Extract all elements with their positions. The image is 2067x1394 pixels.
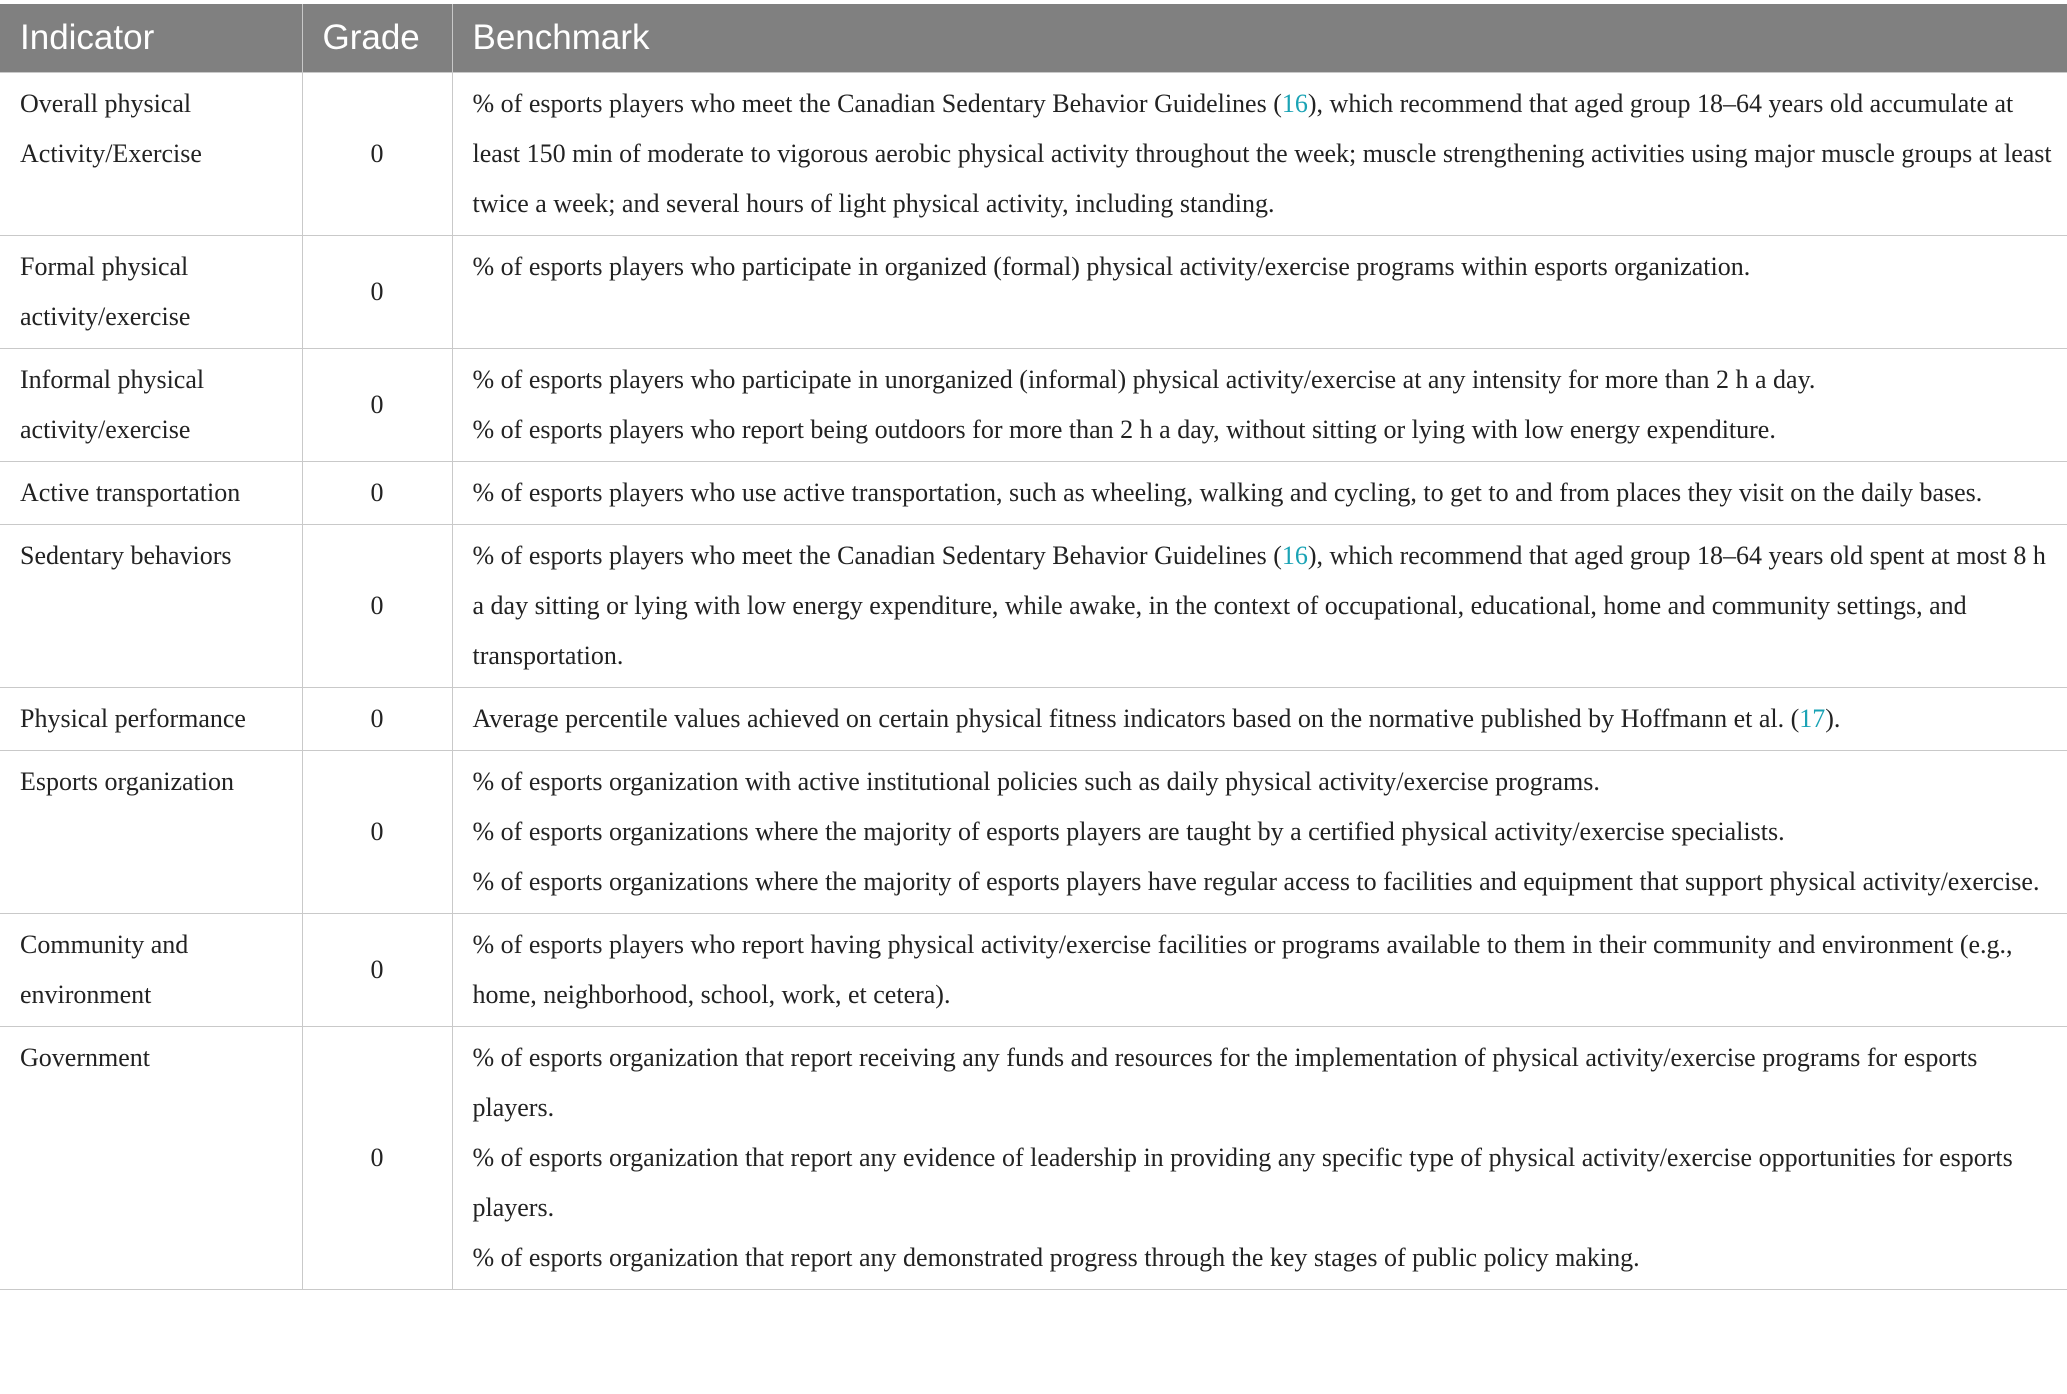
table-row — [0, 1027, 2067, 1290]
table-row — [0, 525, 2067, 688]
grade-cell: 0 — [302, 236, 452, 349]
table-row — [0, 462, 2067, 525]
benchmark-line — [473, 1133, 2058, 1233]
grade-cell: 0 — [302, 751, 452, 914]
table-row — [0, 236, 2067, 349]
benchmark-text: % of esports players who report having physical activity/exercise facilities or programs available to them in their community and environment (e.g., home, neighborhood, school, work, et cetera). — [472, 930, 2013, 1009]
benchmark-line — [473, 1033, 2058, 1133]
grade-cell: 0 — [302, 349, 452, 462]
grade-cell: 0 — [302, 1027, 452, 1290]
benchmark-text: % of esports organization with active institutional policies such as daily physical activity/exercise programs. — [472, 767, 1600, 796]
indicator-cell: Active transportation — [0, 462, 302, 525]
benchmark-line — [473, 694, 2058, 744]
table-row — [0, 688, 2067, 751]
indicator-cell: Government — [0, 1027, 302, 1290]
indicator-cell: Overall physical Activity/Exercise — [0, 73, 302, 236]
benchmark-text: % of esports organizations where the majority of esports players have regular access to facilities and equipment that support physical activity/exercise. — [472, 867, 2040, 896]
table-row — [0, 349, 2067, 462]
benchmark-cell — [452, 349, 2067, 462]
benchmark-cell — [452, 525, 2067, 688]
benchmark-cell — [452, 1027, 2067, 1290]
benchmark-table — [0, 4, 2067, 1290]
benchmark-text: % of esports players who meet the Canadian Sedentary Behavior Guidelines ( — [472, 541, 1282, 570]
benchmark-text: ). — [1825, 704, 1841, 733]
benchmark-cell — [452, 236, 2067, 349]
table-row — [0, 914, 2067, 1027]
benchmark-line — [473, 757, 2058, 807]
indicator-cell: Physical performance — [0, 688, 302, 751]
table-row — [0, 73, 2067, 236]
benchmark-line — [473, 468, 2058, 518]
benchmark-text: % of esports players who participate in organized (formal) physical activity/exercise programs within esports organization. — [472, 252, 1751, 281]
indicator-cell: Sedentary behaviors — [0, 525, 302, 688]
table-header — [0, 4, 2067, 73]
indicator-cell: Community and environment — [0, 914, 302, 1027]
indicator-cell: Informal physical activity/exercise — [0, 349, 302, 462]
citation-link[interactable]: 16 — [1281, 541, 1308, 570]
benchmark-text: % of esports organization that report receiving any funds and resources for the implementation of physical activity/exercise programs for esports players. — [472, 1043, 1978, 1122]
benchmark-line — [473, 355, 2058, 405]
indicator-cell: Formal physical activity/exercise — [0, 236, 302, 349]
header-indicator: Indicator — [0, 4, 302, 73]
benchmark-table-container — [0, 4, 2067, 1290]
benchmark-line — [473, 920, 2058, 1020]
benchmark-cell — [452, 73, 2067, 236]
benchmark-cell — [452, 688, 2067, 751]
benchmark-line — [473, 242, 2058, 292]
benchmark-line — [473, 807, 2058, 857]
indicator-cell: Esports organization — [0, 751, 302, 914]
benchmark-line — [473, 1233, 2058, 1283]
citation-link[interactable]: 16 — [1281, 89, 1308, 118]
benchmark-text: % of esports players who participate in unorganized (informal) physical activity/exercise at any intensity for more than 2 h a day. — [472, 365, 1816, 394]
benchmark-cell — [452, 462, 2067, 525]
benchmark-text: Average percentile values achieved on certain physical fitness indicators based on the normative published by Hoffmann et al. ( — [472, 704, 1800, 733]
header-grade: Grade — [302, 4, 452, 73]
benchmark-text: % of esports players who use active transportation, such as wheeling, walking and cycling, to get to and from places they visit on the daily bases. — [472, 478, 1983, 507]
benchmark-text: ), which recommend that aged group 18–64 years old spent at most 8 h a day sitting or lying with low energy expenditure, while awake, in the context of occupational, educational, home and community settings, and transportation. — [472, 541, 2046, 670]
grade-cell: 0 — [302, 525, 452, 688]
benchmark-cell — [452, 914, 2067, 1027]
benchmark-line — [473, 405, 2058, 455]
benchmark-cell — [452, 751, 2067, 914]
benchmark-text: % of esports players who report being outdoors for more than 2 h a day, without sitting or lying with low energy expenditure. — [472, 415, 1776, 444]
table-body — [0, 73, 2067, 1290]
benchmark-text: % of esports organization that report any demonstrated progress through the key stages of public policy making. — [472, 1243, 1640, 1272]
benchmark-line — [473, 857, 2058, 907]
benchmark-text: % of esports organization that report any evidence of leadership in providing any specific type of physical activity/exercise opportunities for esports players. — [472, 1143, 2013, 1222]
grade-cell: 0 — [302, 688, 452, 751]
grade-cell: 0 — [302, 914, 452, 1027]
benchmark-text: % of esports players who meet the Canadian Sedentary Behavior Guidelines ( — [472, 89, 1282, 118]
header-row — [0, 4, 2067, 73]
citation-link[interactable]: 17 — [1799, 704, 1826, 733]
table-row — [0, 751, 2067, 914]
benchmark-text: ), which recommend that aged group 18–64 years old accumulate at least 150 min of moderate to vigorous aerobic physical activity throughout the week; muscle strengthening activities using major muscle groups at least twice a week; and several hours of light physical activity, including standing. — [472, 89, 2052, 218]
grade-cell: 0 — [302, 73, 452, 236]
header-benchmark: Benchmark — [452, 4, 2067, 73]
grade-cell: 0 — [302, 462, 452, 525]
benchmark-line — [473, 79, 2058, 229]
benchmark-line — [473, 531, 2058, 681]
benchmark-text: % of esports organizations where the majority of esports players are taught by a certified physical activity/exercise specialists. — [472, 817, 1785, 846]
